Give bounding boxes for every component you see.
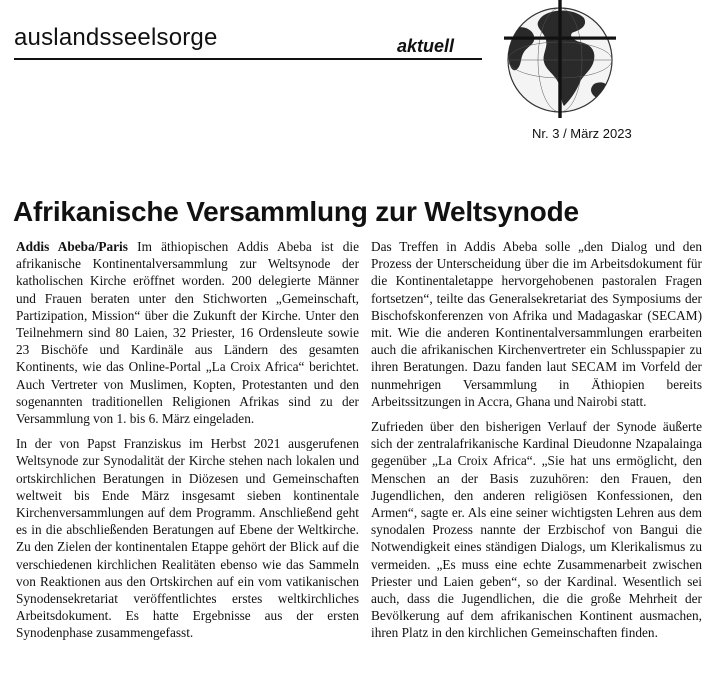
right-paragraph-2: Zufrieden über den bisherigen Verlauf der Synode äußerte sich der zentralafrikanische Kardinal Dieudonne Nzapalainga gegenüber „La Croix Africa“. „Sie hat uns ermöglicht, den Menschen an der Basis zuzuhören: den Frauen, den Jugendlichen, den anderen religiösen Konfessionen, den Armen“, sagte er. Als eine seiner wichtigsten Lehren aus dem synodalen Prozess nannte der Erzbischof von Bangui die Notwendigkeit eines ständigen Dialogs, um Klerikalismus zu vermeiden. „Es muss eine echte Zusammenarbeit zwischen Priester und Laien geben“, so der Kardinal. Wesentlich sei auch, dass die Jugendlichen, die die große Mehrheit der Bevölkerung auf dem afrikanischen Kontinent ausmachen, ihren Platz in den kirchlichen Gemeinschaften finden.: [371, 419, 702, 641]
issue-number: Nr. 3 / März 2023: [532, 126, 632, 141]
right-column: [371, 238, 702, 650]
left-paragraph-1-text: Im äthiopischen Addis Abeba ist die afrikanische Kontinentalversammlung zur Weltsynode der katholischen Kirche eröffnet worden. 200 delegierte Männer und Frauen beraten unter den Stichworten „Gemeinschaft, Partizipation, Mission“ über die Zukunft der Kirche. Unter den Teilnehmern sind 80 Laien, 32 Priester, 16 Ordensleute sowie 23 Bischöfe und Kardinäle aus Ländern des gesamten Kontinents, wie das Online-Portal „La Croix Africa“ berichtet. Auch Vertreter von Muslimen, Kopten, Protestanten und den sogenannten traditionellen Religionen Afrikas sind zu der Versammlung von 1. bis 6. März eingeladen.: [16, 239, 359, 427]
left-column: [16, 238, 359, 650]
header-rule: [14, 58, 482, 60]
left-paragraph-2: In der von Papst Franziskus im Herbst 2021 ausgerufenen Weltsynode zur Synodalität der Kirche stehen nach lokalen und ortskirchlichen Beratungen in Diözesen und Gemeinschaften weltweit bis Ende März insgesamt sieben kontinentale Kirchenversammlungen auf dem Programm. Anschließend geht es in die abschließenden Beratungen auf Ebene der Weltkirche. Zu den Zielen der kontinentalen Etappe gehört der Blick auf die verschiedenen kirchlichen Realitäten ebenso wie das Sammeln von Reaktionen aus den Ortskirchen auf ein vom vatikanischen Synodensekretariat veröffentlichtes erstes weltkirchliches Arbeitsdokument. Es hatte Ergebnisse aus der ersten Synodenphase zusammengefasst.: [16, 436, 359, 641]
publication-title: auslandsseelsorge: [14, 24, 218, 51]
section-label: aktuell: [397, 36, 455, 56]
left-paragraph-1: [16, 238, 359, 427]
right-paragraph-1: Das Treffen in Addis Abeba solle „den Dialog und den Prozess der Unterscheidung über die im Arbeitsdokument für die Kontinentaletappe hervorgehobenen pastoralen Fragen fortsetzen“, teilte das Generalsekretariat des Symposiums der Bischofskonferenzen von Afrika und Madagaskar (SECAM) mit. Wie die anderen Kontinentalversammlungen erarbeiten auch die afrikanischen Kirchenvertreter ein Schlusspapier zu ihren Beratungen. Dazu fanden laut SECAM im Vorfeld der nunmehrigen Versammlung in Äthiopien bereits Arbeitssitzungen in Accra, Ghana und Nairobi statt.: [371, 239, 702, 409]
article-headline: Afrikanische Versammlung zur Weltsynode: [13, 196, 579, 227]
globe-cross-logo: [476, 0, 644, 118]
dateline: Addis Abeba/Paris: [16, 239, 128, 254]
